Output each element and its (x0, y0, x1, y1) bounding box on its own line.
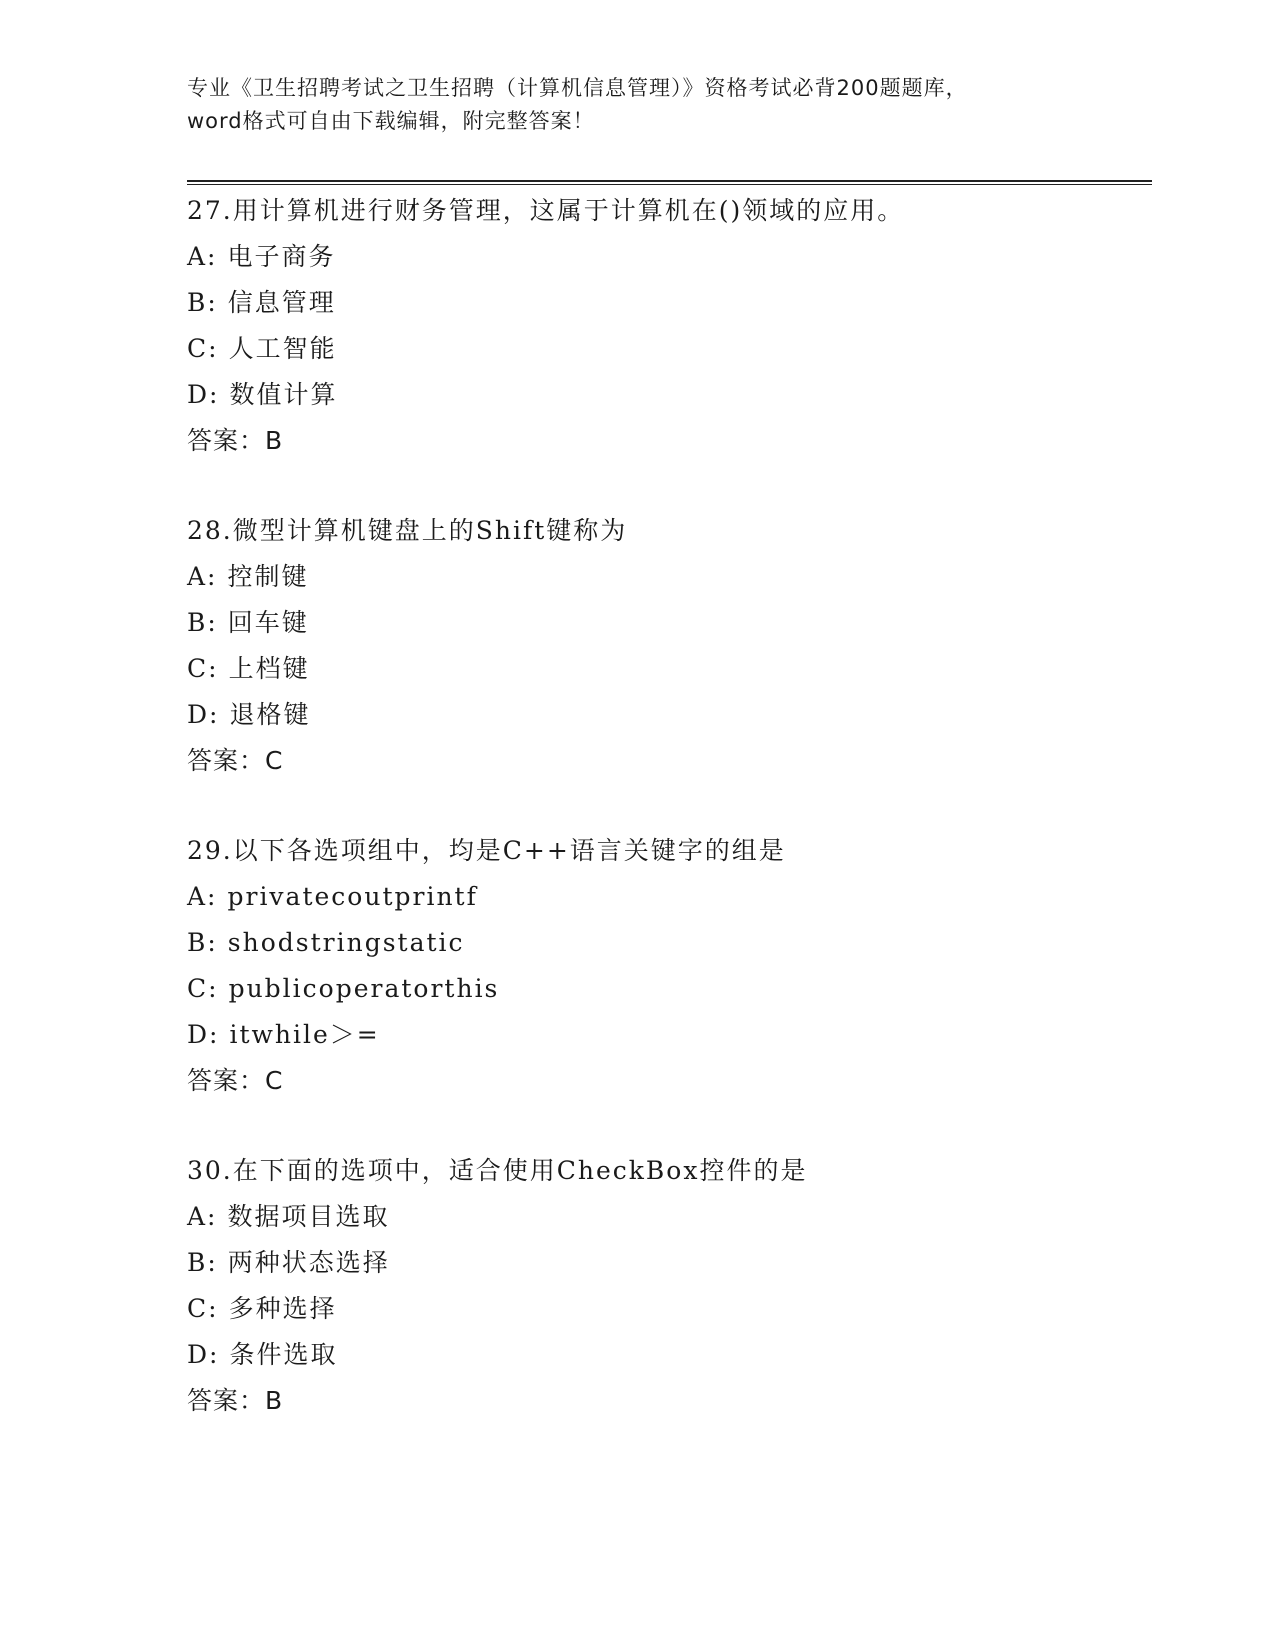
option-b (187, 280, 1152, 326)
question-title: 29.以下各选项组中，均是C++语言关键字的组是 (187, 836, 786, 865)
option-text: 多种选择 (228, 1294, 337, 1323)
option-a (187, 874, 1152, 920)
answer: 答案：C (187, 746, 284, 775)
option-label: C: (187, 334, 219, 363)
option-d (187, 1332, 1152, 1378)
answer: 答案：B (187, 426, 284, 455)
option-text: shodstringstatic (227, 928, 465, 957)
option-text: 电子商务 (227, 242, 336, 271)
option-text: 人工智能 (228, 334, 337, 363)
option-label: B: (187, 288, 218, 317)
question-title: 28.微型计算机键盘上的Shift键称为 (187, 516, 628, 545)
option-b (187, 1240, 1152, 1286)
option-text: itwhile＞= (229, 1020, 380, 1049)
option-a (187, 554, 1152, 600)
question-title: 30.在下面的选项中，适合使用CheckBox控件的是 (187, 1156, 808, 1185)
option-label: A: (187, 562, 218, 591)
header-line-1: 专业《卫生招聘考试之卫生招聘（计算机信息管理）》资格考试必背200题题库， (187, 76, 968, 100)
option-c (187, 966, 1152, 1012)
option-d (187, 692, 1152, 738)
option-text: 两种状态选择 (227, 1248, 390, 1277)
option-label: A: (187, 242, 218, 271)
option-text: 回车键 (227, 608, 309, 637)
header-line-2: word格式可自由下载编辑，附完整答案！ (187, 109, 595, 133)
option-label: B: (187, 1248, 218, 1277)
option-d (187, 372, 1152, 418)
option-label: C: (187, 1294, 219, 1323)
option-text: 数据项目选取 (227, 1202, 390, 1231)
option-label: D: (187, 1020, 220, 1049)
option-label: D: (187, 1340, 220, 1369)
option-a (187, 234, 1152, 280)
option-b (187, 600, 1152, 646)
option-label: C: (187, 974, 219, 1003)
question-30 (187, 1148, 1152, 1424)
answer: 答案：B (187, 1386, 284, 1415)
option-label: B: (187, 608, 218, 637)
question-27 (187, 188, 1152, 464)
question-list (187, 188, 1152, 1468)
option-c (187, 1286, 1152, 1332)
option-text: publicoperatorthis (228, 974, 500, 1003)
option-text: 数值计算 (229, 380, 338, 409)
option-label: A: (187, 1202, 218, 1231)
document-header (187, 72, 1087, 138)
option-label: C: (187, 654, 219, 683)
option-text: 信息管理 (227, 288, 336, 317)
option-text: privatecoutprintf (227, 882, 478, 911)
header-divider-thin (187, 184, 1152, 185)
option-d (187, 1012, 1152, 1058)
option-b (187, 920, 1152, 966)
option-text: 退格键 (229, 700, 311, 729)
option-label: B: (187, 928, 218, 957)
option-c (187, 646, 1152, 692)
option-label: A: (187, 882, 218, 911)
option-label: D: (187, 380, 220, 409)
option-c (187, 326, 1152, 372)
header-divider-thick (187, 180, 1152, 182)
question-29 (187, 828, 1152, 1104)
option-label: D: (187, 700, 220, 729)
question-28 (187, 508, 1152, 784)
option-text: 条件选取 (229, 1340, 338, 1369)
answer: 答案：C (187, 1066, 284, 1095)
option-a (187, 1194, 1152, 1240)
option-text: 上档键 (228, 654, 310, 683)
question-title: 27.用计算机进行财务管理，这属于计算机在()领域的应用。 (187, 196, 905, 225)
option-text: 控制键 (227, 562, 309, 591)
